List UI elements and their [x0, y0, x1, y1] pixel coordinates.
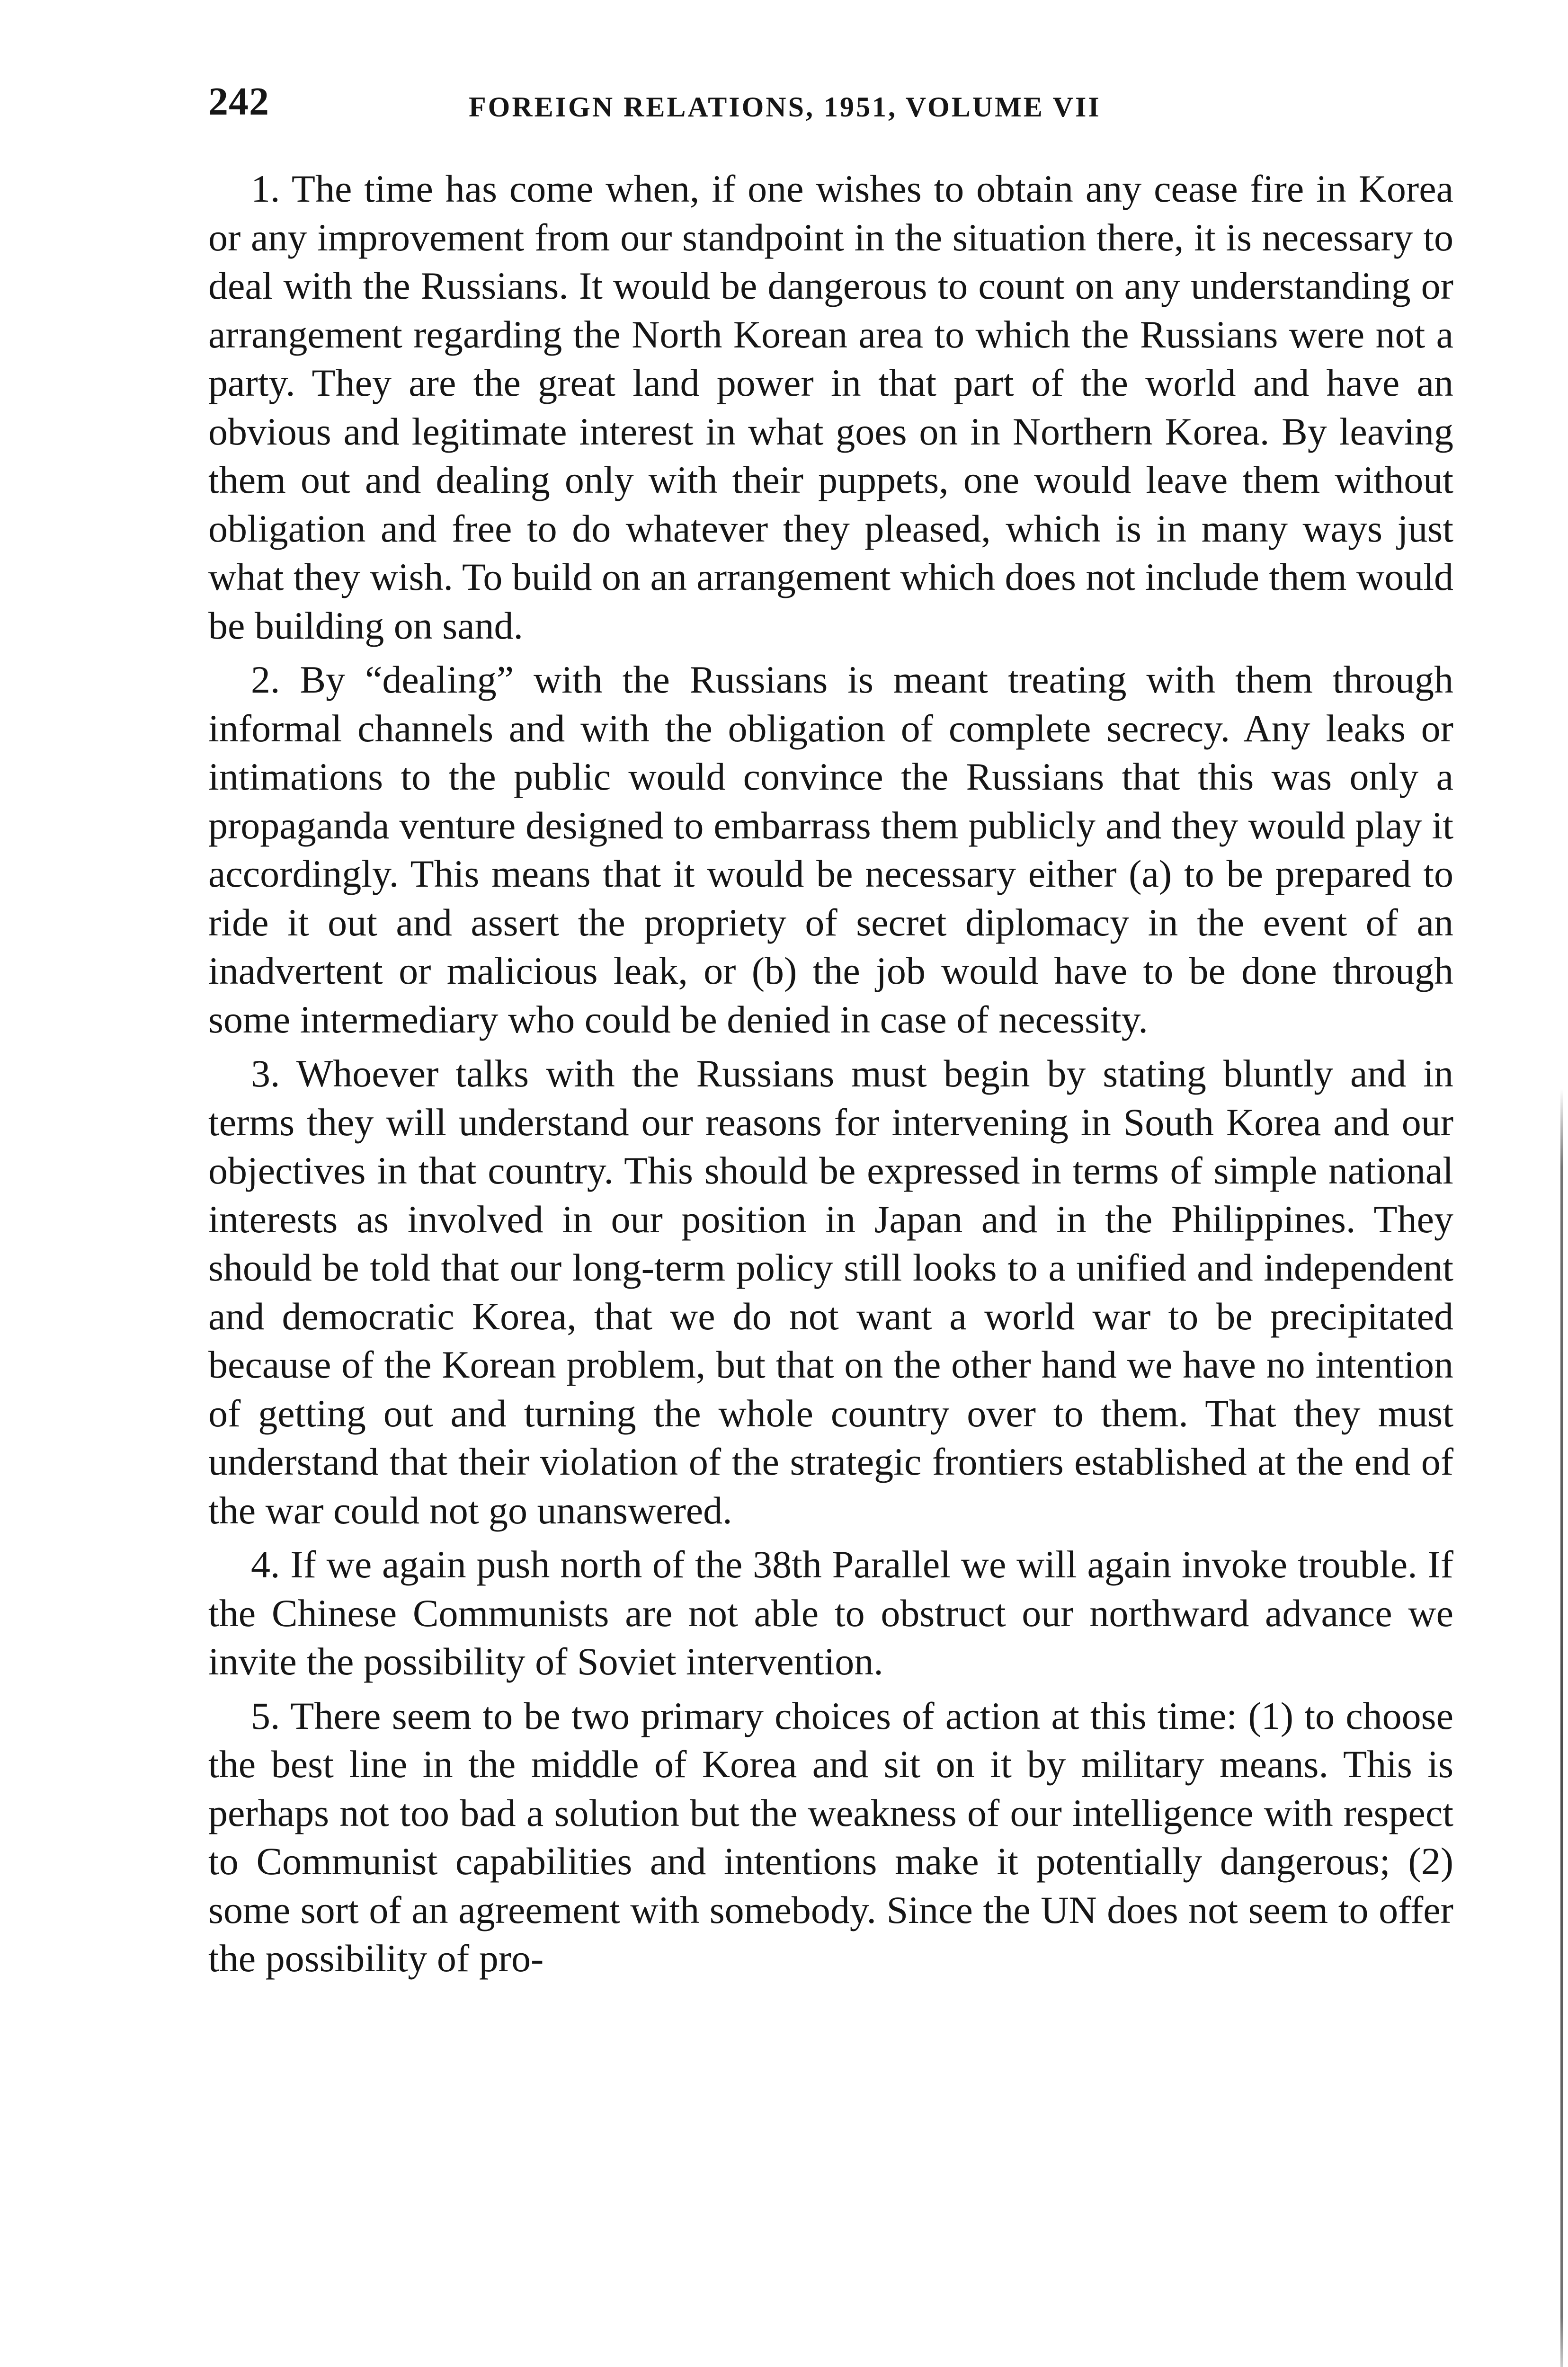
paragraph-2: 2. By “dealing” with the Russians is meant treating with them through informal channels and with the obligation of complete secrecy. Any leaks or intimations to the public would convince the Russians that this was only a propaganda venture designed to embarrass them publicly and they would play it accordingly. This means that it would be necessary either (a) to be prepared to ride it out and assert the propriety of secret diplomacy in the event of an inadvertent or malicious leak, or (b) the job would have to be done through some intermediary who could be denied in case of necessity. — [208, 658, 1453, 1041]
page-header — [208, 76, 1453, 133]
paragraph-4: 4. If we again push north of the 38th Parallel we will again invoke trouble. If the Chinese Communists are not able to obstruct our northward advance we invite the possibility of Soviet intervention. — [208, 1543, 1453, 1683]
paragraph-1: 1. The time has come when, if one wishes to obtain any cease fire in Korea or any improvement from our standpoint in the situation there, it is necessary to deal with the Russians. It would be dangerous to count on any understanding or arrangement regarding the North Korean area to which the Russians were not a party. They are the great land power in that part of the world and have an obvious and legitimate interest in what goes on in Northern Korea. By leaving them out and dealing only with their puppets, one would leave them without obligation and free to do whatever they pleased, which is in many ways just what they wish. To build on an arrangement which does not include them would be building on sand. — [208, 167, 1453, 647]
running-head: FOREIGN RELATIONS, 1951, VOLUME VII — [469, 91, 1101, 123]
body-text — [208, 165, 1453, 1989]
page-number: 242 — [208, 80, 269, 124]
page-edge-shadow — [1560, 1089, 1563, 2367]
paragraph-5: 5. There seem to be two primary choices of action at this time: (1) to choose the best line in the middle of Korea and sit on it by military means. This is perhaps not too bad a solution but the weakness of our intelligence with respect to Communist capabilities and intentions make it potentially dangerous; (2) some sort of an agreement with somebody. Since the UN does not seem to offer the possibility of pro- — [208, 1694, 1453, 1980]
paragraph-3: 3. Whoever talks with the Russians must begin by stating bluntly and in terms they will understand our reasons for intervening in South Korea and our objectives in that country. This should be expressed in terms of simple national interests as involved in our position in Japan and in the Philippines. They should be told that our long-term policy still looks to a unified and independent and democratic Korea, that we do not want a world war to be precipitated because of the Korean problem, but that on the other hand we have no intention of getting out and turning the whole country over to them. That they must understand that their violation of the strategic frontiers established at the end of the war could not go unanswered. — [208, 1052, 1453, 1532]
